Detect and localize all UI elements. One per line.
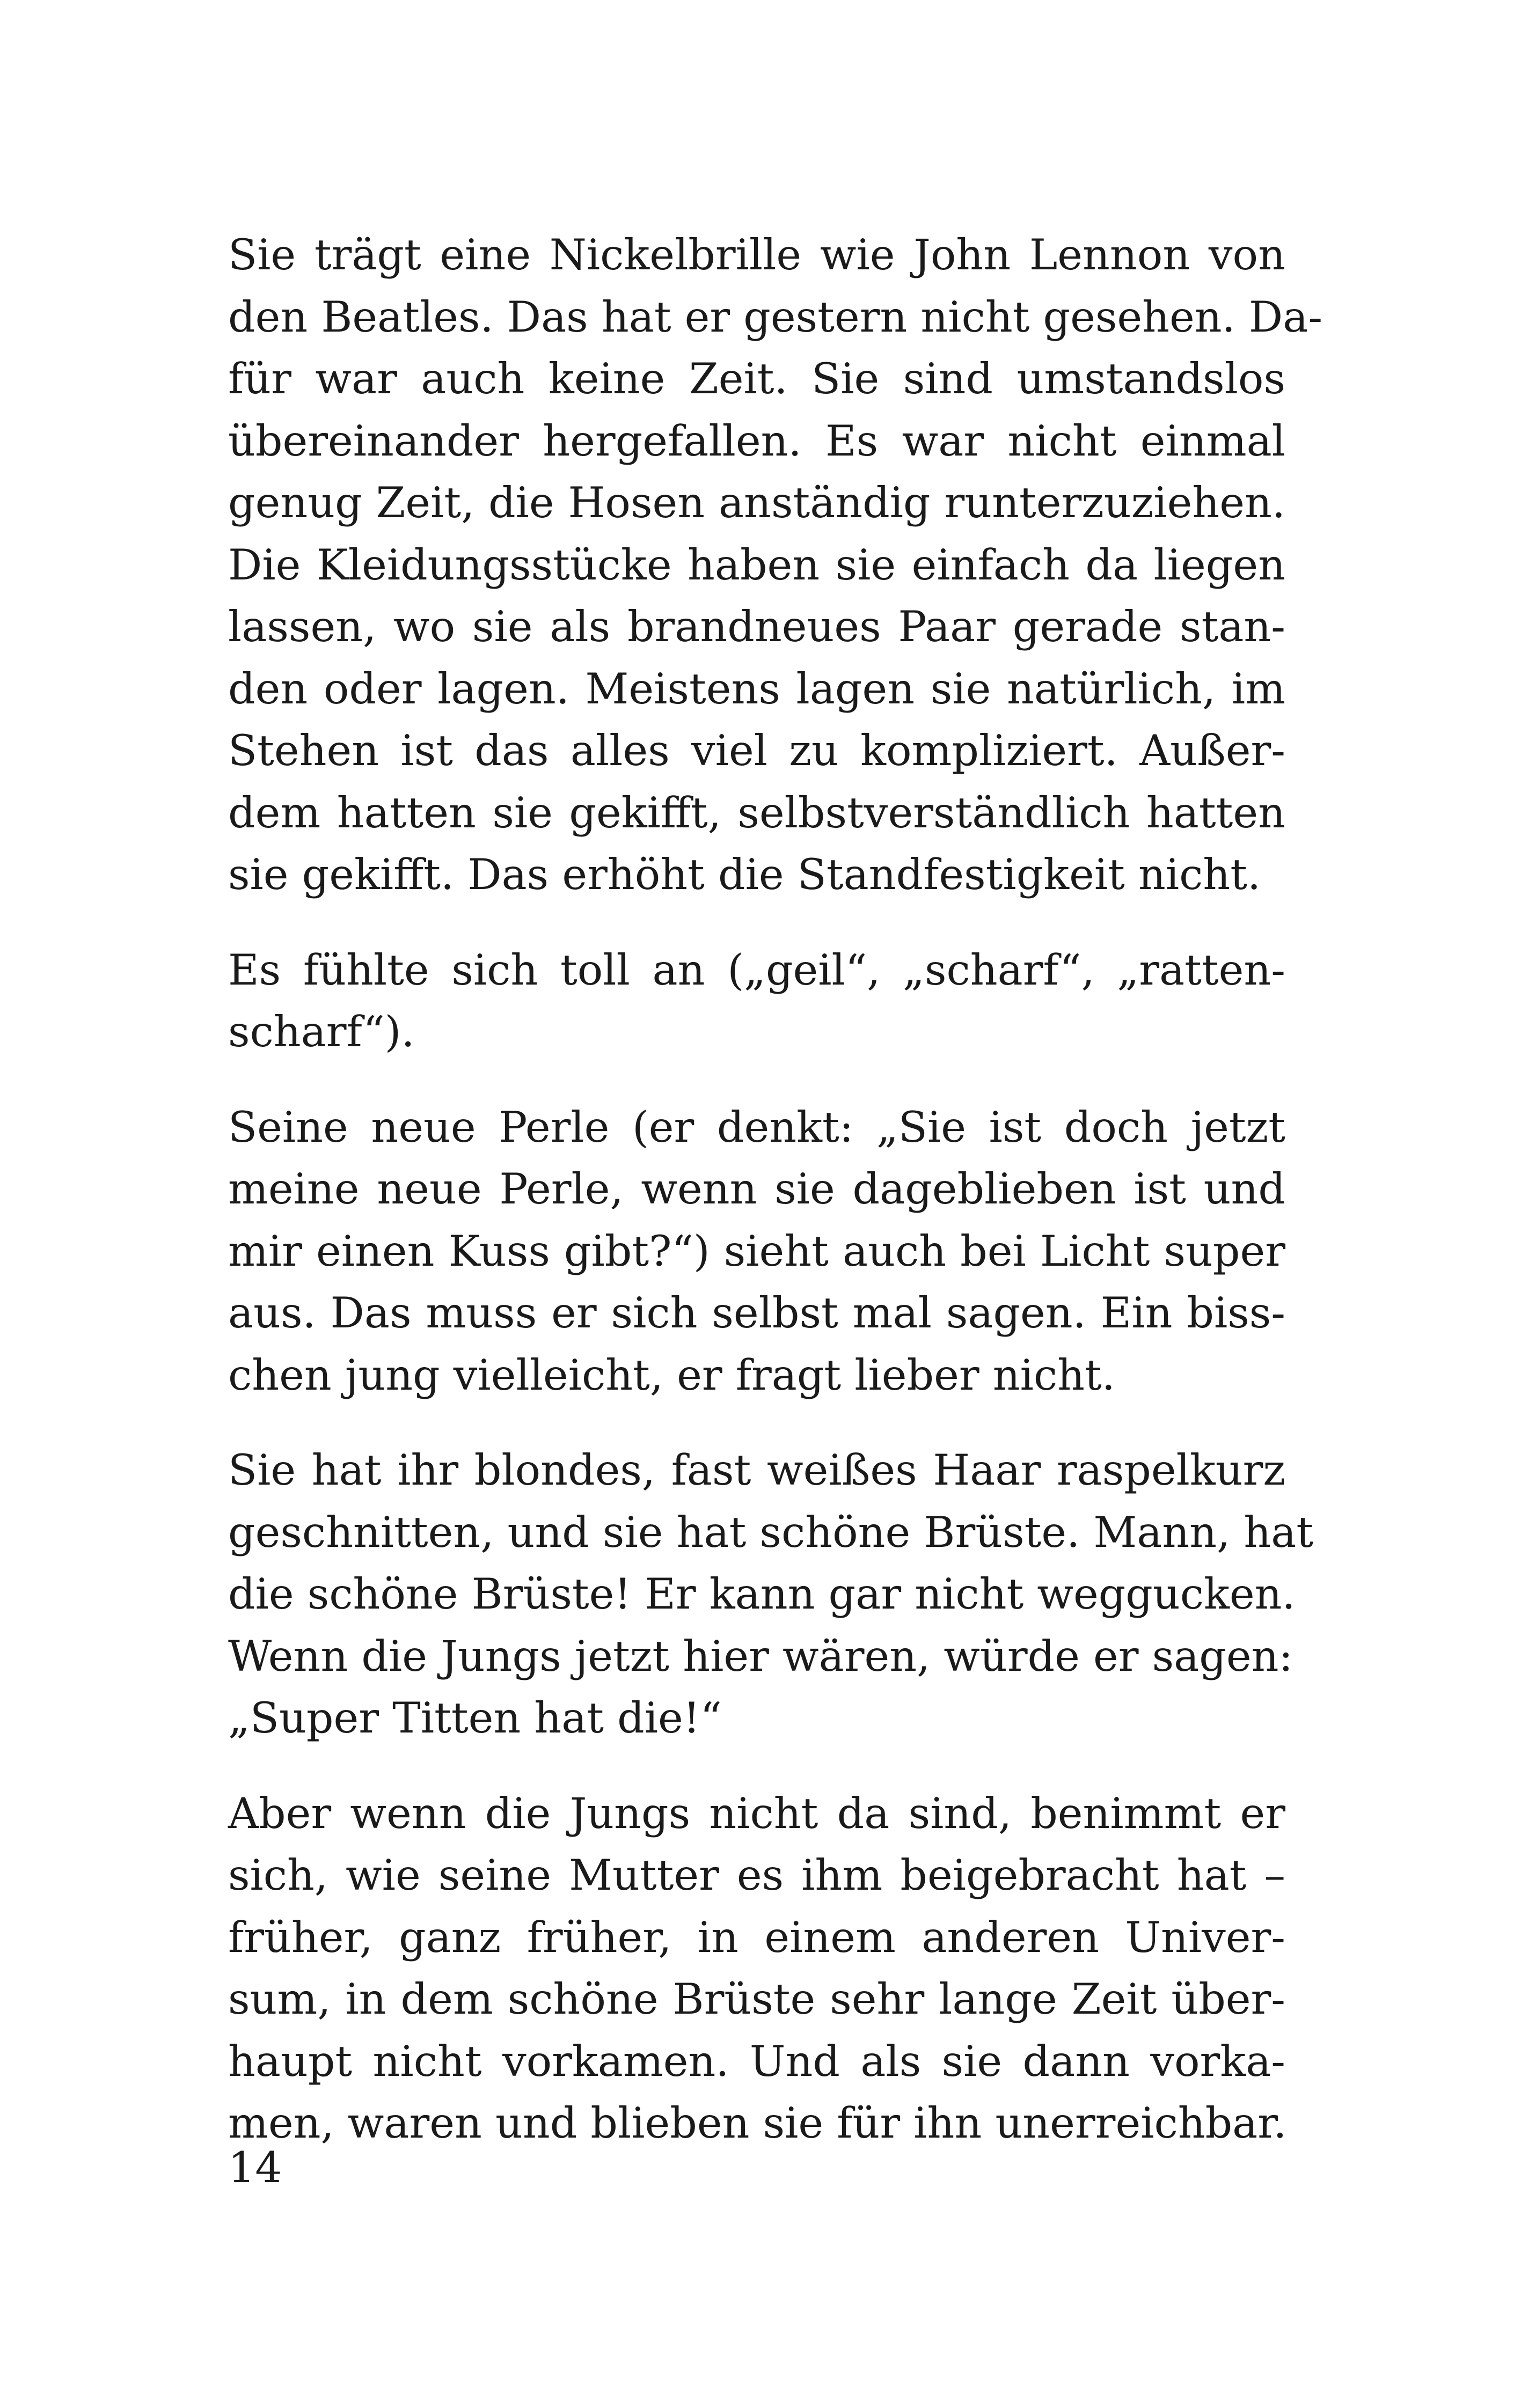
text-line: haupt nicht vorkamen. Und als sie dann vorka- [228,2036,1285,2086]
text-line: Stehen ist das alles viel zu kompliziert. Außer- [228,726,1285,775]
page-number: 14 [228,2143,282,2192]
text-line: Seine neue Perle (er denkt: „Sie ist doch jetzt [228,1102,1285,1152]
text-line: den Beatles. Das hat er gestern nicht gesehen. Da- [228,292,1323,342]
text-line: Es fühlte sich toll an („geil“, „scharf“, „ratten- [228,945,1285,995]
text-line: meine neue Perle, wenn sie dageblieben ist und [228,1164,1285,1214]
text-line: den oder lagen. Meistens lagen sie natürlich, im [228,664,1285,714]
paragraph-5 [228,1783,1285,2155]
text-line: Wenn die Jungs jetzt hier wären, würde er sagen: [228,1631,1293,1681]
body-text [228,224,1323,2188]
text-line: aus. Das muss er sich selbst mal sagen. Ein biss- [228,1288,1285,1338]
text-line: men, waren und blieben sie für ihn unerreichbar. [228,2098,1287,2148]
text-line: Sie hat ihr blondes, fast weißes Haar raspelkurz [228,1445,1285,1495]
text-line: Aber wenn die Jungs nicht da sind, benimmt er [228,1788,1285,1838]
text-line: dem hatten sie gekifft, selbstverständlich hatten [228,788,1285,838]
text-line: lassen, wo sie als brandneues Paar gerade stan- [228,602,1285,651]
paragraph-3 [228,1097,1285,1407]
text-line: mir einen Kuss gibt?“) sieht auch bei Licht super [228,1226,1285,1276]
text-line: geschnitten, und sie hat schöne Brüste. Mann, hat [228,1507,1314,1557]
text-line: die schöne Brüste! Er kann gar nicht weggucken. [228,1569,1296,1619]
text-line: übereinander hergefallen. Es war nicht einmal [228,416,1285,466]
text-line: sum, in dem schöne Brüste sehr lange Zeit über- [228,1974,1285,2024]
text-line: chen jung vielleicht, er fragt lieber nicht. [228,1350,1115,1400]
text-line: „Super Titten hat die!“ [228,1693,722,1743]
text-line: Die Kleidungsstücke haben sie einfach da liegen [228,540,1285,590]
paragraph-4 [228,1440,1314,1750]
text-line: genug Zeit, die Hosen anständig runterzuziehen. [228,478,1285,527]
text-line: scharf“). [228,1007,415,1056]
text-line: Sie trägt eine Nickelbrille wie John Lennon von [228,230,1285,280]
text-line: sich, wie seine Mutter es ihm beigebracht hat – [228,1851,1285,1900]
text-line: sie gekifft. Das erhöht die Standfestigkeit nicht. [228,850,1261,899]
paragraph-1 [228,224,1323,906]
paragraph-2 [228,939,1285,1063]
text-line: früher, ganz früher, in einem anderen Univer- [228,1912,1285,1962]
text-line: für war auch keine Zeit. Sie sind umstandslos [228,354,1285,403]
